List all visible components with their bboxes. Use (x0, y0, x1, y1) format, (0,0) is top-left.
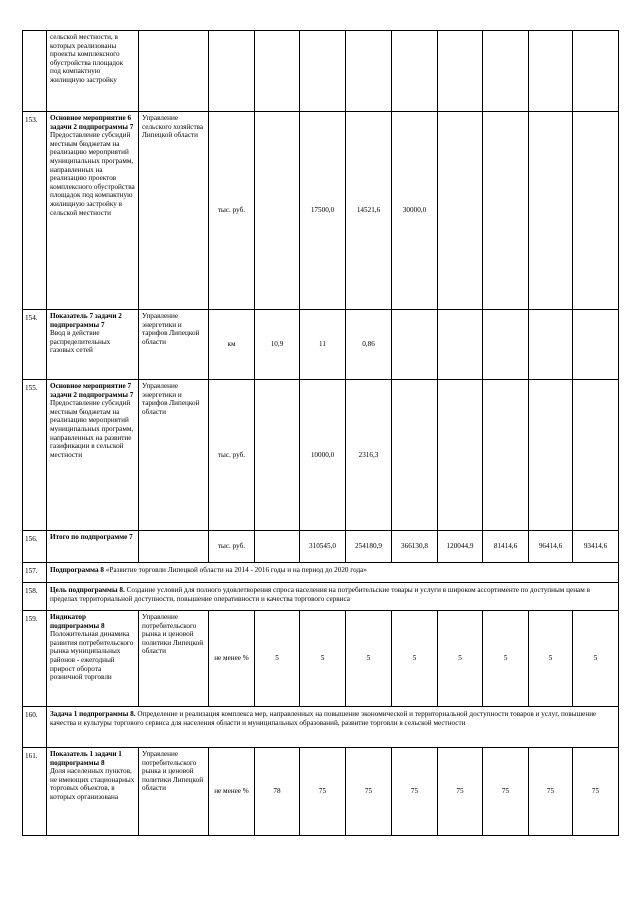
row-name (47, 310, 139, 380)
value-cell: 2316,3 (346, 380, 392, 531)
value-cell: 75 (392, 748, 438, 836)
value-cell: 75 (346, 748, 392, 836)
row-number (23, 31, 47, 112)
row-name-bold: Показатель 7 задачи 2 подпрограммы 7 (50, 312, 122, 329)
value-cell (438, 31, 483, 112)
row-name (47, 611, 139, 707)
row-executor: Управление потребительского рынка и ценовой политики Липецкой области (139, 611, 209, 707)
value-cell (255, 380, 300, 531)
row-number: 153. (23, 112, 47, 310)
row-unit: тыс. руб. (209, 531, 255, 563)
subprogram-title-text: «Развитие торговли Липецкой области на 2014 - 2016 годы и на период до 2020 года» (103, 566, 367, 574)
value-cell: 75 (529, 748, 573, 836)
value-cell: 0,86 (346, 310, 392, 380)
table-row (23, 583, 619, 611)
row-unit: тыс. руб. (209, 380, 255, 531)
row-number: 159. (23, 611, 47, 707)
table-row (23, 380, 619, 531)
row-executor (139, 31, 209, 112)
row-name-text: Предоставление субсидий местным бюджетам на реализацию мероприятий муниципальных программ, направленных на реализацию проектов комплексного обустройства площадок под компактную жилищную застройку в сельской местности (50, 131, 135, 217)
table-row (23, 707, 619, 748)
value-cell (483, 112, 529, 310)
row-number: 155. (23, 380, 47, 531)
value-cell: 78 (255, 748, 300, 836)
row-unit: не менее % (209, 611, 255, 707)
value-cell (529, 31, 573, 112)
row-name (47, 112, 139, 310)
value-cell: 5 (573, 611, 619, 707)
value-cell (573, 31, 619, 112)
row-name (47, 380, 139, 531)
value-cell: 5 (438, 611, 483, 707)
value-cell: 120044,9 (438, 531, 483, 563)
value-cell (346, 31, 392, 112)
value-cell (255, 31, 300, 112)
value-cell: 366130,8 (392, 531, 438, 563)
value-cell (300, 31, 346, 112)
value-cell: 10,9 (255, 310, 300, 380)
value-cell: 5 (392, 611, 438, 707)
row-name-bold: Основное мероприятие 6 задачи 2 подпрограммы 7 (50, 114, 134, 131)
task-title-text: Определение и реализация комплекса мер, направленных на повышение экономической и территориальной доступности товаров и услуг, повышение качества и культуры торгового сервиса для населения области и муниципальных образований, развитие торговли в сельской местности (50, 710, 597, 727)
row-name (47, 531, 139, 563)
row-unit: тыс. руб. (209, 112, 255, 310)
value-cell (392, 380, 438, 531)
value-cell: 5 (483, 611, 529, 707)
value-cell: 14521,6 (346, 112, 392, 310)
row-name-text: Положительная динамика развития потребительского рынка муниципальных районов - ежегодный прирост оборота розничной торговли (50, 630, 134, 682)
value-cell: 5 (255, 611, 300, 707)
row-number: 158. (23, 583, 47, 611)
value-cell: 75 (438, 748, 483, 836)
table-row (23, 531, 619, 563)
row-number: 157. (23, 563, 47, 583)
subprogram-goal-bold: Цель подпрограммы 8. (50, 586, 125, 594)
table-row (23, 563, 619, 583)
value-cell: 5 (300, 611, 346, 707)
table-row (23, 748, 619, 836)
table-row (23, 112, 619, 310)
value-cell (529, 380, 573, 531)
row-name-bold: Основное мероприятие 7 задачи 2 подпрограммы 7 (50, 382, 134, 399)
row-executor: Управление сельского хозяйства Липецкой области (139, 112, 209, 310)
value-cell (529, 112, 573, 310)
value-cell: 11 (300, 310, 346, 380)
value-cell: 17500,0 (300, 112, 346, 310)
table-row (23, 611, 619, 707)
row-name-bold: Показатель 1 задачи 1 подпрограммы 8 (50, 750, 122, 767)
value-cell: 75 (300, 748, 346, 836)
subprogram-title-bold: Подпрограмма 8 (50, 566, 104, 574)
value-cell (438, 112, 483, 310)
row-unit: не менее % (209, 748, 255, 836)
value-cell: 30000,0 (392, 112, 438, 310)
value-cell (392, 31, 438, 112)
row-name-text: Ввод в действие распределительных газовых сетей (50, 329, 111, 355)
row-unit (209, 31, 255, 112)
value-cell: 81414,6 (483, 531, 529, 563)
row-unit: км (209, 310, 255, 380)
row-executor (139, 531, 209, 563)
value-cell (483, 380, 529, 531)
row-number: 161. (23, 748, 47, 836)
row-number: 154. (23, 310, 47, 380)
value-cell: 254180,9 (346, 531, 392, 563)
value-cell (573, 380, 619, 531)
value-cell (573, 310, 619, 380)
value-cell (483, 310, 529, 380)
task-title-bold: Задача 1 подпрограммы 8. (50, 710, 136, 718)
value-cell: 310545,0 (300, 531, 346, 563)
value-cell: 75 (573, 748, 619, 836)
value-cell (255, 531, 300, 563)
row-number: 156. (23, 531, 47, 563)
value-cell: 96414,6 (529, 531, 573, 563)
value-cell (529, 310, 573, 380)
value-cell: 93414,6 (573, 531, 619, 563)
row-name (47, 748, 139, 836)
value-cell: 5 (346, 611, 392, 707)
value-cell (483, 31, 529, 112)
subprogram-title (47, 563, 619, 583)
row-executor: Управление потребительского рынка и ценовой политики Липецкой области (139, 748, 209, 836)
row-name-bold: Индикатор подпрограммы 8 (50, 613, 105, 630)
program-table (22, 30, 619, 836)
value-cell (438, 310, 483, 380)
table-row (23, 31, 619, 112)
value-cell (573, 112, 619, 310)
value-cell: 75 (483, 748, 529, 836)
row-executor: Управление энергетики и тарифов Липецкой области (139, 380, 209, 531)
value-cell (255, 112, 300, 310)
table-row (23, 310, 619, 380)
task-title (47, 707, 619, 748)
row-number: 160. (23, 707, 47, 748)
value-cell (392, 310, 438, 380)
subprogram-goal (47, 583, 619, 611)
value-cell (438, 380, 483, 531)
subprogram-goal-text: Создание условий для полного удовлетворения спроса населения на потребительские товары и услуги в широком ассортименте по доступным ценам в пределах территориальной доступности, повышение оперативности и качества торгового сервиса (50, 586, 590, 603)
value-cell: 5 (529, 611, 573, 707)
row-name-bold: Итого по подпрограмме 7 (50, 533, 133, 541)
row-executor: Управление энергетики и тарифов Липецкой области (139, 310, 209, 380)
value-cell: 10000,0 (300, 380, 346, 531)
row-name: сельской местности, в которых реализованы проекты комплексного обустройства площадок под компактную жилищную застройку (47, 31, 139, 112)
row-name-text: Доля населенных пунктов, не имеющих стационарных торговых объектов, в которых организована (50, 767, 135, 801)
row-name-text: Предоставление субсидий местным бюджетам на реализацию мероприятий муниципальных программ, направленных на развитие газификации в сельской местности (50, 399, 134, 459)
